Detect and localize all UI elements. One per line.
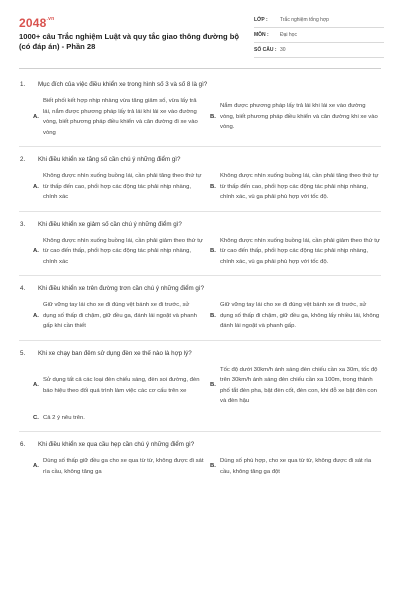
option-a[interactable] (33, 365, 204, 407)
option-text: Không được nhìn xuống buồng lái, cần phải tăng theo thứ tự từ thấp đến cao, phối hợp các động tác phải nhịp nhàng, chính xác, vù ga phải phù hợp với tốc độ. (220, 173, 379, 200)
option-label: B. (210, 312, 216, 319)
option-text: Giữ vững tay lái cho xe đi đúng vệt bánh xe đi trước, sử dụng số thấp đi chậm, giữ đều ga, không lấy nhiều lái, không đánh lái ngoặt và phanh gấp. (220, 302, 380, 329)
option-text: Không được nhìn xuống buồng lái, cần phải giảm theo thứ tự từ cao đến thấp, phối hợp các động tác phải nhịp nhàng, chính xác (43, 237, 203, 265)
question-stem (19, 440, 381, 449)
question-stem (19, 284, 381, 293)
meta-row-class (254, 13, 384, 28)
options (19, 365, 381, 424)
meta-key: MÔN : (254, 32, 269, 38)
question-text: Khi điều khiển xe giảm số cần chú ý những điểm gì? (38, 220, 182, 228)
logo-text: 2048 (19, 16, 47, 30)
meta-row-count (254, 43, 384, 58)
question-text: Mục đích của việc điều khiển xe trong hình số 3 và số 8 là gì? (38, 81, 208, 88)
question-text: Khi điều khiển xe qua cầu hẹp cần chú ý những điểm gì? (38, 441, 195, 448)
option-text: Không được nhìn xuống buồng lái, cần phải tăng theo thứ tự từ thấp đến cao, phối hợp các động tác phải nhịp nhàng, chính xác (43, 173, 202, 200)
question-stem (19, 220, 381, 229)
meta-row-subject (254, 28, 384, 43)
option-label: A. (33, 463, 39, 470)
option-b[interactable] (210, 171, 381, 203)
option-label: B. (210, 183, 216, 190)
option-a[interactable] (33, 300, 204, 332)
question-text: Khi điều khiển xe tăng số cần chú ý những điểm gì? (38, 156, 181, 163)
option-label: B. (210, 248, 216, 254)
meta-value: Đại học (280, 32, 297, 38)
logo-suffix: .vn (46, 16, 55, 22)
option-text: Giữ vững tay lái cho xe đi đúng vệt bánh xe đi trước, sử dụng số thấp đi chậm, giữ đều ga, đánh lái ngoặt và phanh gấp khi cần thiết (43, 302, 197, 329)
question-stem (19, 155, 381, 164)
header (0, 0, 400, 70)
option-a[interactable] (33, 96, 204, 138)
option-label: A. (33, 312, 39, 319)
option-text: Cả 2 ý nêu trên. (43, 414, 85, 421)
question-list (19, 72, 381, 485)
options (19, 300, 381, 332)
options (19, 236, 381, 268)
option-b[interactable] (210, 365, 381, 407)
option-b[interactable] (210, 96, 381, 138)
question-number: 6. (20, 441, 26, 448)
meta-value: Trắc nghiệm tổng hợp (280, 17, 329, 23)
question-item (19, 147, 381, 212)
option-text: Biết phối kết hợp nhịp nhàng vừa tăng giảm số, vừa lấy trả lái, nắm được phương pháp lấy trả lái khi lái xe vào đường vòng, biết phương pháp điều khiển và cân đường đi xe vào vòng (43, 98, 198, 136)
option-a[interactable] (33, 171, 204, 203)
question-item (19, 341, 381, 433)
question-stem (19, 80, 381, 89)
option-text: Không được nhìn xuống buồng lái, cần phải giảm theo thứ tự từ cao đến thấp, phối hợp các động tác phải nhịp nhàng, chính xác, vù ga phải phù hợp với tốc độ. (220, 237, 380, 265)
options (19, 456, 381, 477)
question-number: 2. (20, 156, 26, 163)
option-label: A. (33, 382, 39, 389)
option-label: A. (33, 183, 39, 190)
option-text: Nắm được phương pháp lấy trả lái khi lái xe vào đường vòng, biết phương pháp điều khiển và cân đường khi xe vào vòng. (220, 103, 378, 131)
option-text: Dùng số thấp giữ đều ga cho xe qua từ từ, không được đi sát rìa cầu, không tăng ga (43, 458, 204, 475)
options (19, 96, 381, 138)
header-divider (19, 68, 381, 69)
meta-key: LỚP : (254, 17, 268, 23)
document-title: 1000+ câu Trắc nghiệm Luật và quy tắc giao thông đường bộ (có đáp án) - Phần 28 (19, 32, 239, 51)
question-item (19, 212, 381, 277)
question-number: 4. (20, 285, 26, 292)
question-text: Khi xe chạy ban đêm sử dụng đèn xe thế nào là hợp lý? (38, 349, 192, 357)
question-item (19, 72, 381, 147)
option-label: A. (33, 113, 39, 120)
option-label: B. (210, 113, 216, 120)
options (19, 171, 381, 203)
option-a[interactable] (33, 236, 204, 268)
option-text: Tốc độ dưới 30km/h ánh sáng đèn chiếu cần xa 30m, tốc độ trên 30km/h ánh sáng đèn chiếu cần xa 100m, trong thành phố tắt đèn pha, bật đèn cốt, đèn con, khi đỗ xe bật đèn con và đèn hậu (220, 366, 378, 404)
question-text: Khi điều khiển xe trên đường trơn cần chú ý những điểm gì? (38, 285, 205, 292)
option-label: C. (33, 414, 39, 421)
option-text: Sử dụng tất cả các loại đèn chiếu sáng, đèn soi đường, đèn báo hiệu theo đối quá trình làm việc các cơ cấu trên xe (43, 377, 200, 394)
question-stem (19, 349, 381, 358)
option-c[interactable] (33, 413, 381, 424)
question-item (19, 276, 381, 341)
meta-table (254, 13, 384, 58)
option-label: B. (210, 463, 216, 470)
meta-value: 30 (280, 47, 286, 53)
option-label: B. (210, 382, 216, 389)
option-b[interactable] (210, 456, 381, 477)
option-b[interactable] (210, 236, 381, 268)
option-a[interactable] (33, 456, 204, 477)
site-logo[interactable] (19, 16, 54, 30)
option-label: A. (33, 248, 39, 254)
option-text: Dùng số phù hợp, cho xe qua từ từ, không được đi sát rìa cầu, không tăng ga đột (220, 458, 372, 475)
question-item (19, 432, 381, 485)
question-number: 5. (20, 349, 26, 357)
meta-key: SỐ CÂU : (254, 47, 277, 53)
question-number: 3. (20, 220, 26, 228)
option-b[interactable] (210, 300, 381, 332)
question-number: 1. (20, 81, 26, 88)
